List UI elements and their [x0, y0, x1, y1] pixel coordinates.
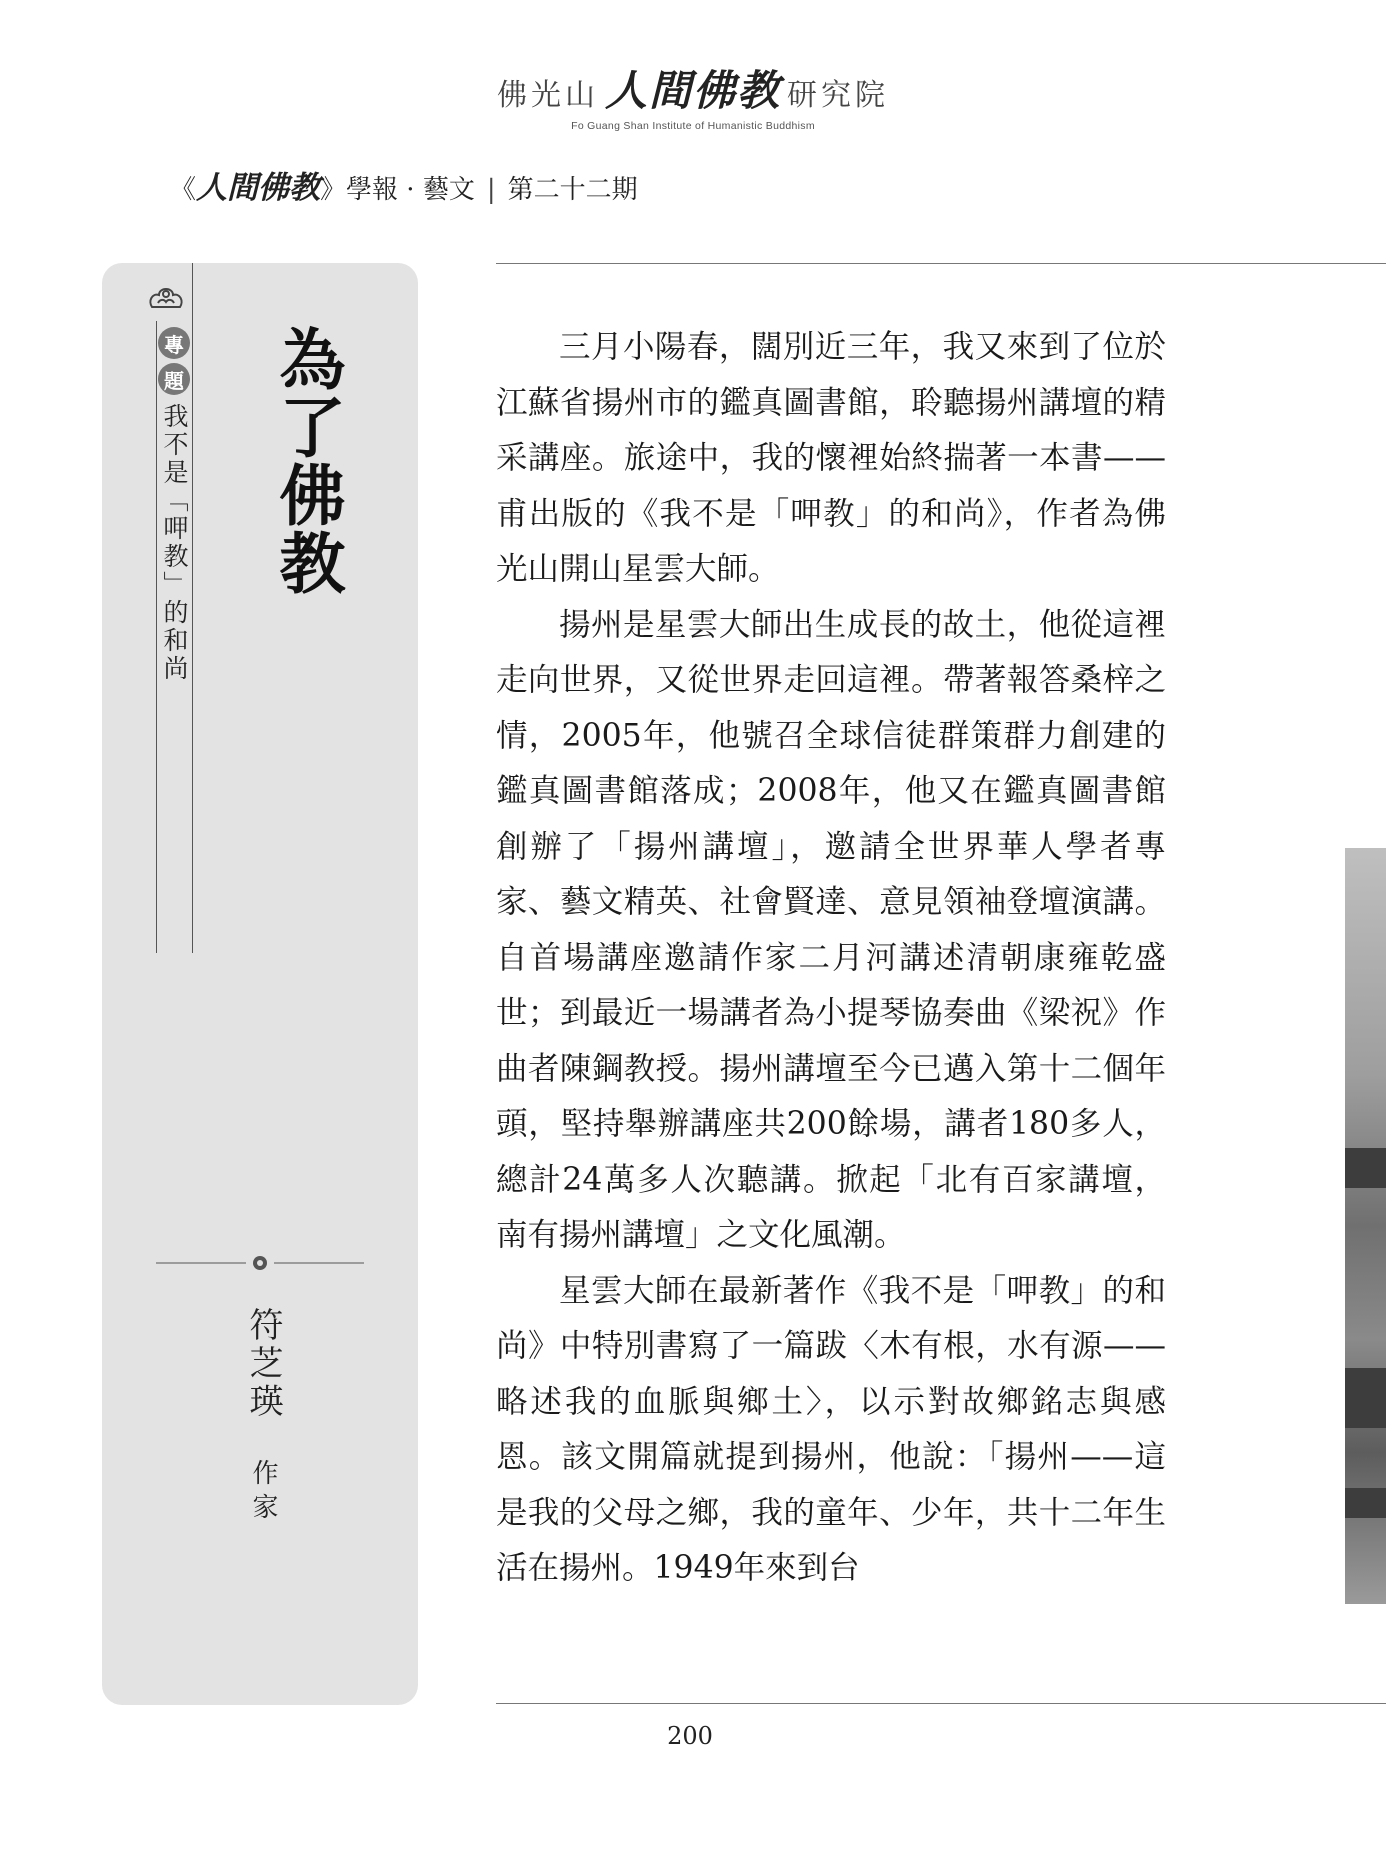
article-sidebar	[102, 263, 418, 1705]
institute-name-pre: 佛光山	[496, 78, 599, 113]
topic-badge-zhuan: 專	[158, 327, 190, 359]
paragraph: 三月小陽春，闊別近三年，我又來到了位於江蘇省揚州市的鑑真圖書館，聆聽揚州講壇的精采講座。旅途中，我的懷裡始終揣著一本書——甫出版的《我不是「呷教」的和尚》，作者為佛光山開山星雲大師。	[496, 329, 1166, 587]
author-name: 符芝瑛	[243, 1307, 283, 1421]
institute-english-name: Fo Guang Shan Institute of Humanistic Buddhism	[571, 120, 815, 132]
journal-logo: 人間佛教	[196, 170, 321, 206]
article-body	[496, 320, 1166, 1597]
journal-open-bracket: 《	[170, 175, 197, 205]
paragraph: 揚州是星雲大師出生成長的故土，他從這裡走向世界，又從世界走回這裡。帶著報答桑梓之情，2005年，他號召全球信徒群策群力創建的鑑真圖書館落成；2008年，他又在鑑真圖書館創辦了「揚州講壇」，邀請全世界華人學者專家、藝文精英、社會賢達、意見領袖登壇演講。自首場講座邀請作家二月河講述清朝康雍乾盛世；到最近一場講者為小提琴協奏曲《梁祝》作曲者陳鋼教授。揚州講壇至今已邁入第十二個年頭，堅持舉辦講座共200餘場，講者180多人，總計24萬多人次聽講。掀起「北有百家講壇，南有揚州講壇」之文化風潮。	[496, 606, 1166, 1253]
paragraph: 星雲大師在最新著作《我不是「呷教」的和尚》中特別書寫了一篇跋〈木有根，水有源——略述我的血脈與鄉土〉，以示對故鄉銘志與感恩。該文開篇就提到揚州，他說：「揚州——這是我的父母之鄉，我的童年、少年，共十二年生活在揚州。1949年來到台	[496, 1272, 1166, 1586]
top-rule	[496, 263, 1386, 264]
institute-name-post: 研究院	[787, 78, 889, 113]
author-role: 作家	[248, 1459, 278, 1527]
bottom-rule	[496, 1703, 1386, 1704]
cloud-ornament-icon	[146, 277, 186, 315]
journal-name: 學報 · 藝文	[346, 175, 475, 205]
diamond-divider-icon	[156, 1255, 364, 1271]
journal-close-bracket: 》	[320, 175, 347, 205]
cropped-photo	[1345, 848, 1386, 1604]
page-number: 200	[667, 1722, 713, 1750]
institute-logo: 人間佛教	[604, 66, 781, 115]
sidebar-rule-left	[156, 321, 157, 953]
topic-badge-ti: 題	[158, 363, 190, 395]
institute-title	[497, 58, 889, 118]
institute-header	[0, 58, 1386, 132]
topic-title: 我不是「呷教」的和尚	[160, 403, 189, 683]
journal-running-head	[170, 162, 638, 207]
journal-issue: 第二十二期	[507, 175, 638, 205]
journal-separator: |	[486, 175, 496, 205]
sidebar-rule-right	[192, 263, 193, 953]
article-title: 為了佛教	[268, 325, 346, 597]
